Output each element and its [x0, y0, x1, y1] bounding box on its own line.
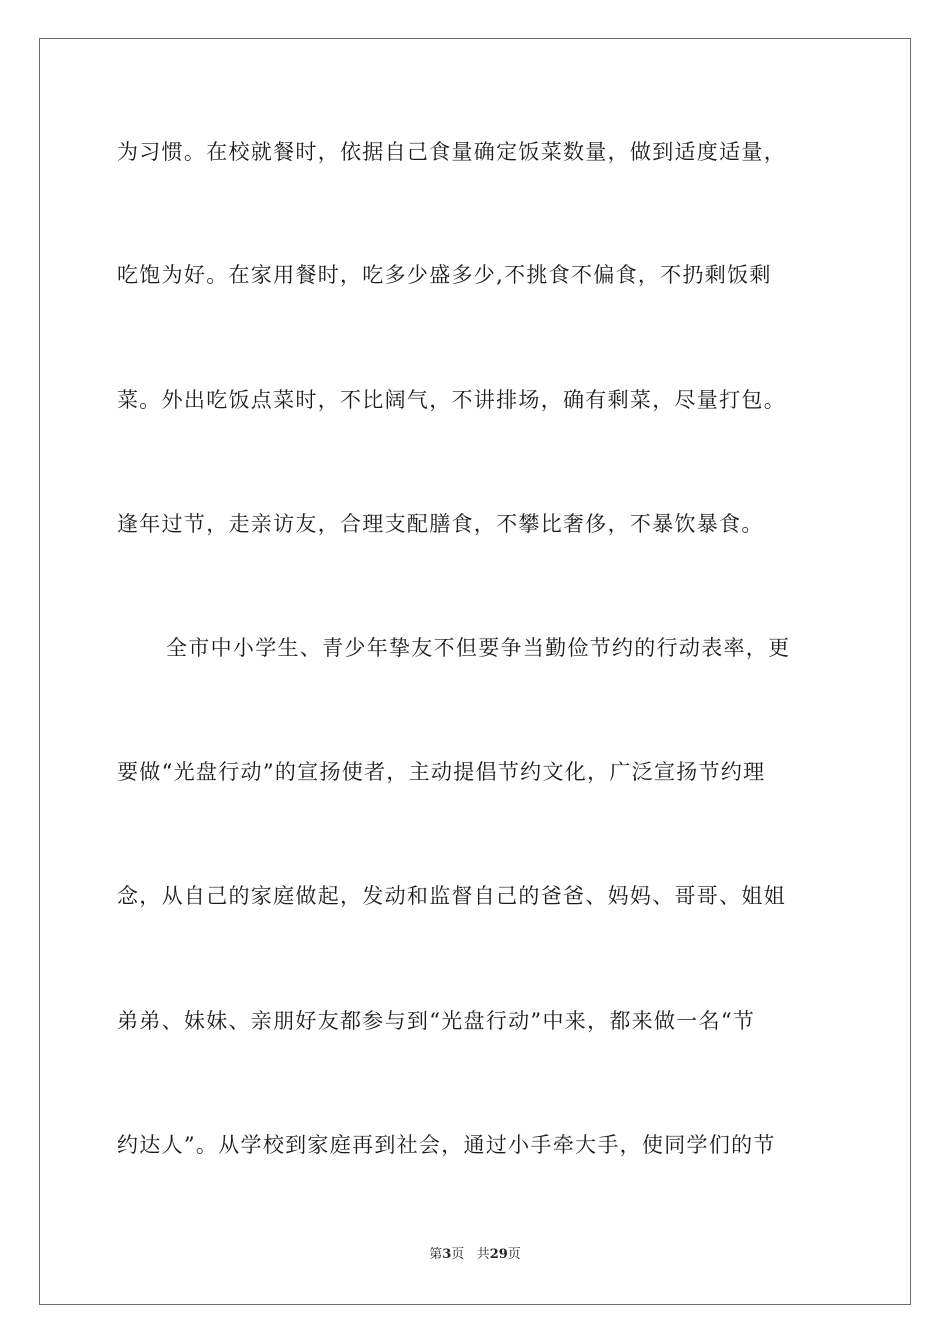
- page-prefix: 第: [429, 1247, 443, 1262]
- body-text-line: 约达人”。从学校到家庭再到社会，通过小手牵大手，使同学们的节: [117, 1133, 776, 1157]
- body-text-line: 逢年过节，走亲访友，合理支配膳食，不攀比奢侈，不暴饮暴食。: [117, 512, 764, 536]
- page-number: 3: [442, 1247, 452, 1262]
- page-suffix: 页: [451, 1247, 465, 1262]
- total-suffix: 页: [507, 1247, 521, 1262]
- total-pages: 29: [489, 1247, 508, 1262]
- page-footer: [0, 1246, 950, 1264]
- paragraph-first-line: 全市中小学生、青少年挚友不但要争当勤俭节约的行动表率，更: [166, 636, 791, 660]
- body-text-line: 吃饱为好。在家用餐时，吃多少盛多少,不挑食不偏食，不扔剩饭剩: [117, 263, 772, 287]
- body-text-line: 要做“光盘行动”的宣扬使者，主动提倡节约文化，广泛宣扬节约理: [117, 760, 766, 784]
- body-text-line: 为习惯。在校就餐时，依据自己食量确定饭菜数量，做到适度适量，: [117, 140, 786, 164]
- body-text-line: 念，从自己的家庭做起，发动和监督自己的爸爸、妈妈、哥哥、姐姐: [117, 884, 786, 908]
- total-prefix: 共: [476, 1247, 490, 1262]
- body-text-line: 弟弟、妹妹、亲朋好友都参与到“光盘行动”中来，都来做一名“节: [117, 1009, 756, 1033]
- page-border: [39, 38, 911, 1305]
- body-text-line: 菜。外出吃饭点菜时，不比阔气，不讲排场，确有剩菜，尽量打包。: [117, 388, 786, 412]
